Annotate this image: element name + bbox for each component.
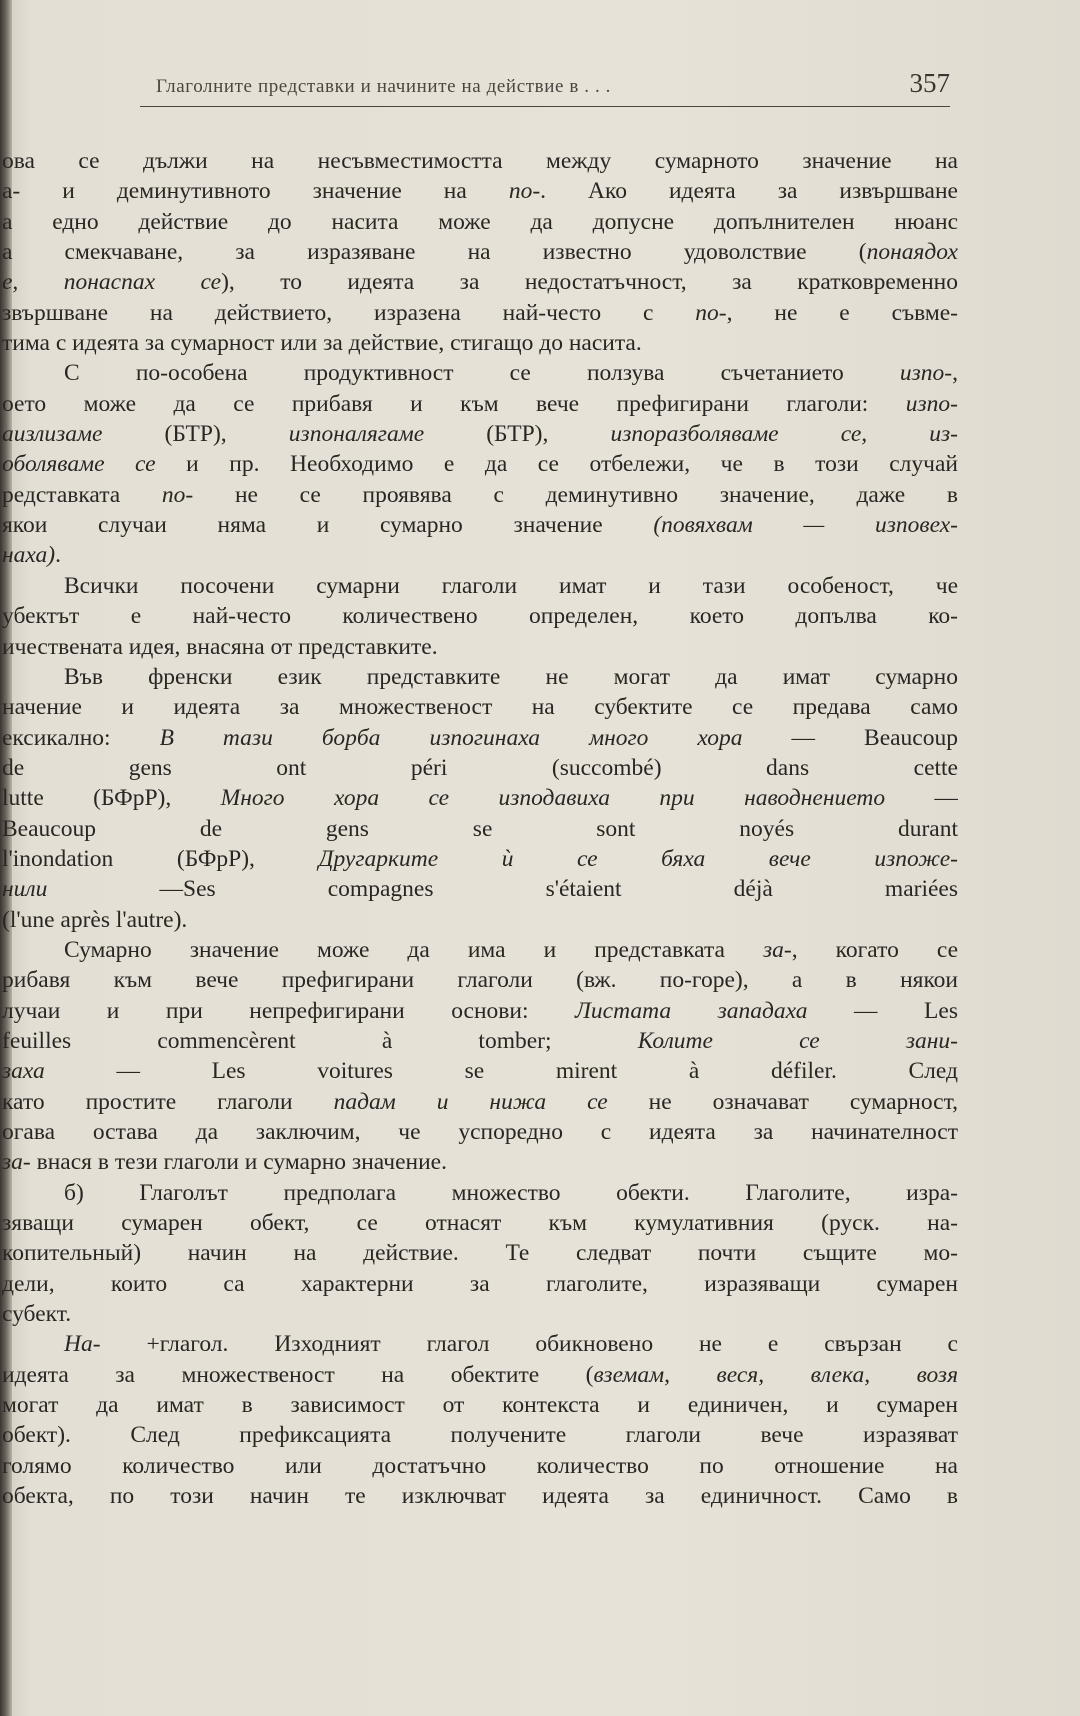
text-line bbox=[2, 874, 958, 904]
text-segment: . Ако идеята за извършване bbox=[540, 178, 958, 205]
text-segment: огава остава да заключим, че успоредно с идеята за начинателност bbox=[2, 1119, 958, 1145]
text-segment: звършване на действието, изразена най-често с bbox=[2, 299, 696, 326]
text-segment: редставката bbox=[2, 481, 162, 508]
text-segment: — bbox=[885, 785, 958, 812]
text-line bbox=[2, 449, 958, 479]
text-line bbox=[2, 176, 958, 206]
text-line bbox=[2, 207, 958, 237]
running-title: Глаголните представки и начините на действие в . . . bbox=[156, 76, 612, 97]
text-line bbox=[2, 1208, 958, 1238]
text-line bbox=[2, 298, 958, 328]
text-line bbox=[2, 814, 958, 844]
text-segment: убектът е най-често количествено определен, което допълва ко- bbox=[2, 603, 958, 630]
text-line bbox=[2, 1481, 958, 1511]
text-segment: de gens ont péri (succombé) dans cette bbox=[2, 754, 958, 781]
italic-text-segment: изпоналягаме bbox=[288, 421, 425, 448]
italic-text-segment: изпоразболяваме се, из- bbox=[610, 421, 958, 448]
italic-text-segment: нили bbox=[2, 876, 48, 903]
italic-text-segment: (повяхвам — изповех- bbox=[653, 512, 958, 539]
text-segment: ова се дължи на несъвместимостта между сумарното значение на bbox=[2, 148, 958, 174]
text-line bbox=[2, 783, 958, 813]
italic-text-segment: заха bbox=[2, 1058, 45, 1085]
page-number: 357 bbox=[909, 68, 950, 98]
text-segment: +глагол. Изходният глагол обикновено не е свързан с bbox=[100, 1331, 958, 1358]
text-segment: — Les voitures se mirent à défiler. След bbox=[44, 1058, 958, 1085]
text-segment: якои случаи няма и сумарно значение bbox=[2, 512, 654, 539]
text-segment: голямо количество или достатъчно количество по отношение на bbox=[2, 1452, 958, 1479]
italic-text-segment: за- bbox=[763, 936, 792, 963]
text-line bbox=[2, 905, 958, 935]
text-line bbox=[2, 632, 958, 662]
text-line bbox=[2, 844, 958, 874]
text-line bbox=[2, 935, 958, 965]
text-line bbox=[2, 358, 958, 388]
text-segment: —Ses compagnes s'étaient déjà mariées bbox=[47, 876, 958, 903]
text-segment: lutte (БФрР), bbox=[2, 785, 221, 812]
text-segment: и пр. Необходимо е да се отбележи, че в този случай bbox=[155, 451, 958, 478]
text-line bbox=[2, 1420, 958, 1450]
text-line bbox=[2, 389, 958, 419]
text-line bbox=[2, 1056, 958, 1086]
text-segment: С по-особена продуктивност се ползува съчетанието bbox=[64, 360, 900, 387]
text-line bbox=[2, 1147, 958, 1177]
text-segment: (БТР), bbox=[102, 421, 289, 448]
text-line bbox=[2, 1390, 958, 1420]
text-segment: могат да имат в зависимост от контекста и единичен, и сумарен bbox=[2, 1392, 958, 1419]
text-line bbox=[2, 1299, 958, 1329]
italic-text-segment: падам и нижа се bbox=[333, 1088, 608, 1115]
text-segment: лучаи и при непрефигирани основи: bbox=[2, 997, 575, 1024]
text-segment: не се проявява с деминутивно значение, даже в bbox=[193, 481, 958, 508]
italic-text-segment: На- bbox=[64, 1331, 101, 1358]
italic-text-segment: е, понаспах се bbox=[2, 269, 222, 296]
italic-text-segment: изпо- bbox=[899, 360, 953, 387]
text-line bbox=[2, 965, 958, 995]
text-segment: обект). След префиксацията получените глаголи вече изразяват bbox=[2, 1422, 958, 1449]
italic-text-segment: понаядох bbox=[866, 239, 958, 266]
text-line bbox=[2, 237, 958, 267]
text-segment: ексикално: bbox=[2, 724, 160, 751]
text-line bbox=[2, 1178, 958, 1208]
text-segment: (l'une après l'autre). bbox=[2, 906, 188, 933]
italic-text-segment: по- bbox=[508, 178, 541, 205]
text-segment: дели, които са характерни за глаголите, изразяващи сумарен bbox=[2, 1270, 958, 1297]
text-line bbox=[2, 753, 958, 783]
text-line bbox=[2, 1451, 958, 1481]
text-line bbox=[2, 662, 958, 692]
text-segment: , bbox=[952, 360, 958, 387]
italic-text-segment: В тази борба изпогинаха много хора bbox=[159, 724, 743, 751]
italic-text-segment: изпо- bbox=[905, 390, 958, 417]
text-segment: рибавя към вече префигирани глаголи (вж. по-горе), а в някои bbox=[2, 967, 958, 994]
text-segment: — Les bbox=[807, 997, 958, 1024]
text-segment: (БТР), bbox=[424, 421, 611, 448]
italic-text-segment: вземам, веся, влека, возя bbox=[593, 1361, 958, 1388]
text-line bbox=[2, 723, 958, 753]
text-segment: Във френски език представките не могат да имат сумарно bbox=[64, 663, 958, 690]
text-segment: . bbox=[55, 542, 61, 569]
text-line bbox=[2, 601, 958, 631]
text-line bbox=[2, 1269, 958, 1299]
text-segment: l'inondation (БФрР), bbox=[2, 845, 319, 872]
italic-text-segment: наха) bbox=[2, 542, 56, 569]
italic-text-segment: оболяваме се bbox=[2, 451, 156, 478]
text-line bbox=[2, 996, 958, 1026]
text-segment: обекта, по този начин те изключват идеята за единичност. Само в bbox=[2, 1483, 958, 1510]
italic-text-segment: Колите се зани- bbox=[637, 1027, 958, 1054]
text-line bbox=[2, 540, 958, 570]
text-line bbox=[2, 1238, 958, 1268]
text-segment: зяващи сумарен обект, се отнасят към кумулативния (руск. на- bbox=[2, 1210, 958, 1237]
text-line bbox=[2, 692, 958, 722]
body-text bbox=[2, 146, 958, 1511]
italic-text-segment: Много хора се изподавиха при наводнението bbox=[220, 785, 886, 812]
text-segment: Beaucoup de gens se sont noyés durant bbox=[2, 815, 958, 842]
text-line bbox=[2, 419, 958, 449]
text-line bbox=[2, 571, 958, 601]
italic-text-segment: аизлизаме bbox=[2, 421, 103, 448]
text-segment: не означават сумарност, bbox=[607, 1088, 958, 1115]
italic-text-segment: за- bbox=[2, 1149, 31, 1176]
text-line bbox=[2, 1329, 958, 1359]
text-segment: тима с идеята за сумарност или за действие, стигащо до насита. bbox=[2, 330, 642, 357]
text-segment: а смекчаване, за изразяване на известно удоволствие ( bbox=[2, 239, 867, 266]
text-segment: идеята за множественост на обектите ( bbox=[2, 1361, 594, 1388]
italic-text-segment: Другарките ѝ се бяха вече изпоже- bbox=[318, 845, 958, 872]
text-segment: като простите глаголи bbox=[2, 1088, 334, 1115]
text-segment: а едно действие до насита може да допусне допълнителен нюанс bbox=[2, 208, 958, 235]
italic-text-segment: по- bbox=[695, 299, 727, 326]
text-line bbox=[2, 328, 958, 358]
italic-text-segment: по- bbox=[161, 481, 194, 508]
text-segment: — Beaucoup bbox=[742, 724, 958, 751]
text-segment: субект. bbox=[2, 1301, 72, 1328]
text-segment: Сумарно значение може да има и представката bbox=[64, 936, 764, 963]
text-line bbox=[2, 267, 958, 297]
italic-text-segment: Листата западаха bbox=[575, 997, 808, 1024]
text-segment: Всички посочени сумарни глаголи имат и тази особеност, че bbox=[64, 572, 958, 599]
text-segment: б) Глаголът предполага множество обекти. Глаголите, изра- bbox=[64, 1179, 958, 1206]
text-line bbox=[2, 1026, 958, 1056]
text-segment: , не е съвме- bbox=[726, 299, 958, 326]
text-segment: ), то идеята за недостатъчност, за кратковременно bbox=[221, 269, 958, 296]
text-line bbox=[2, 146, 958, 176]
page-header bbox=[140, 66, 950, 107]
text-line bbox=[2, 510, 958, 540]
text-segment: внася в тези глаголи и сумарно значение. bbox=[30, 1149, 447, 1176]
text-segment: ичествената идея, внасяна от представките. bbox=[2, 633, 438, 660]
text-segment: копительный) начин на действие. Те следват почти същите мо- bbox=[2, 1240, 958, 1267]
text-line bbox=[2, 1087, 958, 1117]
text-line bbox=[2, 1117, 958, 1147]
text-segment: оето може да се прибавя и към вече префигирани глаголи: bbox=[2, 390, 906, 417]
text-segment: начение и идеята за множественост на субектите се предава само bbox=[2, 694, 958, 721]
text-line bbox=[2, 1360, 958, 1390]
text-line bbox=[2, 480, 958, 510]
text-segment: feuilles commencèrent à tomber; bbox=[2, 1027, 638, 1054]
text-segment: , когато се bbox=[791, 936, 958, 963]
text-segment: а- и деминутивното значение на bbox=[2, 178, 509, 205]
